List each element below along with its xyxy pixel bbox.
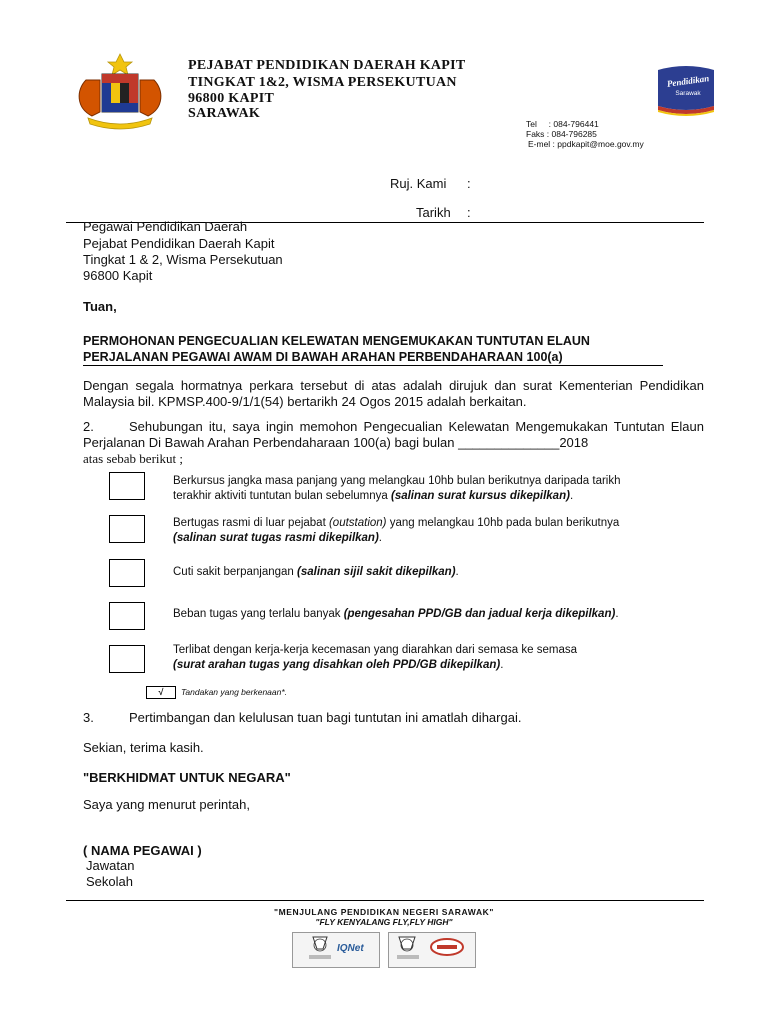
- signature-school: Sekolah: [86, 874, 133, 889]
- contact-email: E-mel : ppdkapit@moe.gov.my: [528, 139, 644, 149]
- option-checkbox-3[interactable]: [109, 559, 145, 587]
- paragraph-1: Dengan segala hormatnya perkara tersebut di atas adalah dirujuk dan surat Kementerian Pendidikan Malaysia bil. KPMSP.400-9/1/1(54) bertarikh 24 Ogos 2015 adalah berkaitan.: [83, 378, 704, 409]
- header-line-4: SARAWAK: [188, 106, 261, 121]
- certification-logo-2: [388, 932, 476, 968]
- option-checkbox-2[interactable]: [109, 515, 145, 543]
- footer-line-1: "MENJULANG PENDIDIKAN NEGERI SARAWAK": [273, 907, 495, 917]
- recipient-line-1: Pegawai Pendidikan Daerah: [83, 219, 248, 234]
- recipient-line-4: 96800 Kapit: [83, 268, 153, 283]
- option-4-text: Beban tugas yang terlalu banyak (pengesahan PPD/GB dan jadual kerja dikepilkan).: [173, 608, 619, 620]
- option-1-text: Berkursus jangka masa panjang yang melangkau 10hb bulan berikutnya daripada tarikh terakhir aktiviti tuntutan bulan sebelumnya (salinan surat kursus dikepilkan).: [173, 475, 621, 502]
- paragraph-3-text: Pertimbangan dan kelulusan tuan bagi tuntutan ini amatlah dihargai.: [129, 710, 522, 725]
- option-5-text: Terlibat dengan kerja-kerja kecemasan yang diarahkan dari semasa ke semasa (surat arahan tugas yang disahkan oleh PPD/GB dikepilkan).: [173, 644, 577, 671]
- footer-line-2: "FLY KENYALANG FLY,FLY HIGH": [315, 917, 453, 927]
- paragraph-2-tail: atas sebab berikut ;: [83, 451, 183, 466]
- tarikh-label: Tarikh: [416, 205, 451, 220]
- certification-seal-icon: [293, 933, 379, 967]
- certification-badge-icon: [389, 933, 475, 967]
- badge-text-1: Pendidikan: [666, 73, 710, 89]
- salutation: Tuan,: [83, 299, 117, 314]
- contact-faks: Faks : 084-796285: [526, 129, 597, 139]
- certification-logo-1: [292, 932, 380, 968]
- recipient-line-3: Tingkat 1 & 2, Wisma Persekutuan: [83, 252, 283, 267]
- closing: Sekian, terima kasih.: [83, 740, 204, 755]
- tarikh-colon: :: [467, 205, 471, 220]
- signature-position: Jawatan: [86, 858, 135, 873]
- ruj-colon: :: [467, 176, 471, 191]
- ruj-label: Ruj. Kami: [390, 176, 447, 191]
- option-checkbox-4[interactable]: [109, 602, 145, 630]
- header-line-3: 96800 KAPIT: [188, 91, 275, 106]
- header-line-2: TINGKAT 1&2, WISMA PERSEKUTUAN: [188, 75, 457, 90]
- badge-text-2: Sarawak: [675, 90, 701, 97]
- paragraph-2-text: Sehubungan itu, saya ingin memohon Pengecualian Kelewatan Mengemukakan Tuntutan Elaun Perjalanan Di Bawah Arahan Perbendaharaan 100(a) bagi bulan ______________2018: [83, 419, 704, 450]
- option-3-text: Cuti sakit berpanjangan (salinan sijil sakit dikepilkan).: [173, 566, 459, 578]
- subject-line-1: PERMOHONAN PENGECUALIAN KELEWATAN MENGEMUKAKAN TUNTUTAN ELAUN: [83, 334, 590, 348]
- option-checkbox-1[interactable]: [109, 472, 145, 500]
- footer-divider: [66, 900, 704, 901]
- tick-mark-box: √: [146, 686, 176, 699]
- paragraph-3-number: 3.: [83, 710, 94, 725]
- sign-off: Saya yang menurut perintah,: [83, 797, 250, 812]
- header-line-1: PEJABAT PENDIDIKAN DAERAH KAPIT: [188, 58, 466, 73]
- paragraph-2-number: 2.: [83, 419, 94, 434]
- recipient-line-2: Pejabat Pendidikan Daerah Kapit: [83, 236, 275, 251]
- contact-tel: Tel : 084-796441: [526, 119, 599, 129]
- option-2-text: Bertugas rasmi di luar pejabat (outstation) yang melangkau 10hb pada bulan berikutnya (salinan surat tugas rasmi dikepilkan).: [173, 517, 620, 544]
- motto: "BERKHIDMAT UNTUK NEGARA": [83, 770, 291, 785]
- coat-of-arms-logo: [66, 50, 174, 130]
- option-checkbox-5[interactable]: [109, 645, 145, 673]
- subject-line-2: PERJALANAN PEGAWAI AWAM DI BAWAH ARAHAN PERBENDAHARAAN 100(a): [83, 350, 563, 364]
- subject-underline: [83, 365, 663, 366]
- iqnet-logo-text: IQNet: [337, 943, 364, 954]
- tick-note: Tandakan yang berkenaan*.: [181, 687, 288, 697]
- signature-name: ( NAMA PEGAWAI ): [83, 843, 202, 858]
